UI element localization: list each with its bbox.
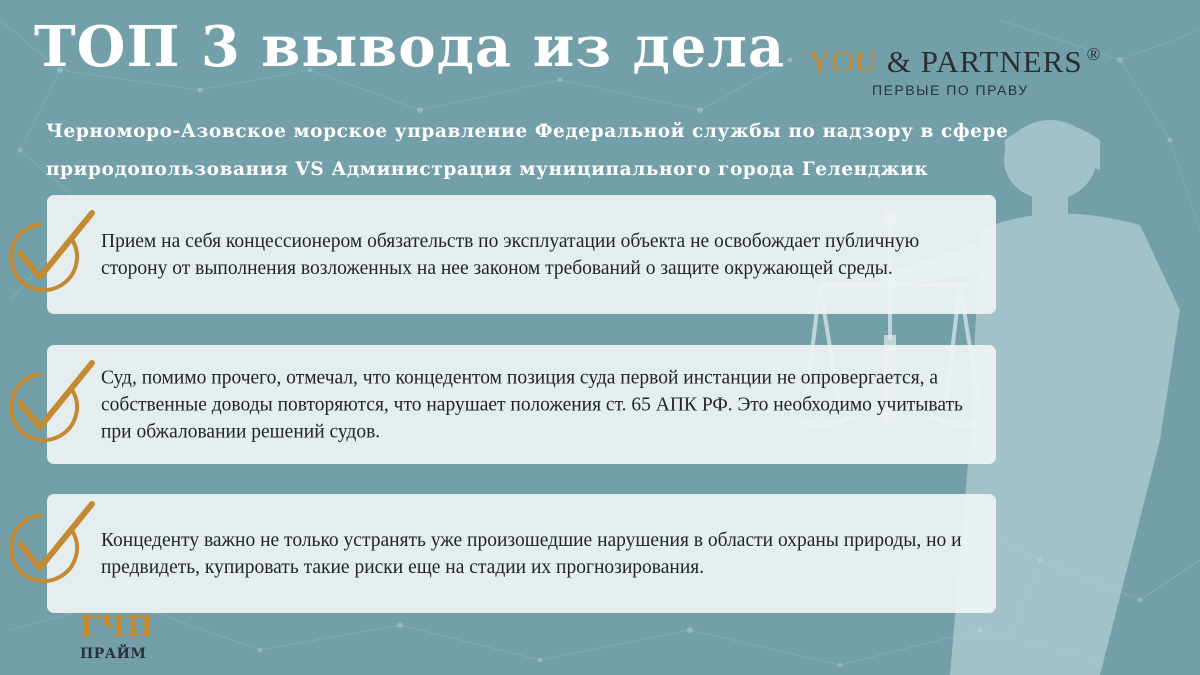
conclusion-text-3: Концеденту важно не только устранять уже произошедшие нарушения в области охраны природы, но и предвидеть, купировать такие риски еще на стадии их прогнозирования. xyxy=(101,529,962,578)
registered-mark: ® xyxy=(1086,44,1102,64)
gchp-praim-logo xyxy=(80,612,154,662)
logo-wordmark xyxy=(808,44,1138,80)
gold-checkmark-icon xyxy=(4,498,100,594)
gold-checkmark-icon xyxy=(4,357,100,453)
logo-partners-text: PARTNERS xyxy=(920,44,1083,79)
logo-ampersand: & xyxy=(886,44,913,79)
conclusion-text-2: Суд, помимо прочего, отмечал, что концедентом позиция суда первой инстанции не опровергается, а собственные доводы повторяются, что нарушает положения ст. 65 АПК РФ. Это необходимо учитывать при обжаловании решений судов. xyxy=(101,367,963,442)
conclusion-card-3 xyxy=(47,494,996,613)
gold-checkmark-icon xyxy=(4,207,100,303)
logo-tagline: ПЕРВЫЕ ПО ПРАВУ xyxy=(872,82,1029,98)
page-title: ТОП 3 вывода из дела xyxy=(34,14,786,80)
case-parties-subtitle: Черноморо-Азовское морское управление Федеральной службы по надзору в сфере природопользования VS Администрация муниципального города Геленджик xyxy=(46,121,1009,180)
brand-sub-text: ПРАЙМ xyxy=(80,646,147,662)
conclusion-text-1: Прием на себя концессионером обязательств по эксплуатации объекта не освобождает публичную сторону от выполнения возложенных на нее законом требований о защите окружающей среды. xyxy=(101,230,920,279)
conclusion-card-1 xyxy=(47,195,996,314)
conclusion-card-2 xyxy=(47,345,996,464)
brand-main-text: ГЧП xyxy=(80,610,155,643)
logo-you-text: YOU xyxy=(808,44,879,79)
you-and-partners-logo xyxy=(808,44,1138,98)
